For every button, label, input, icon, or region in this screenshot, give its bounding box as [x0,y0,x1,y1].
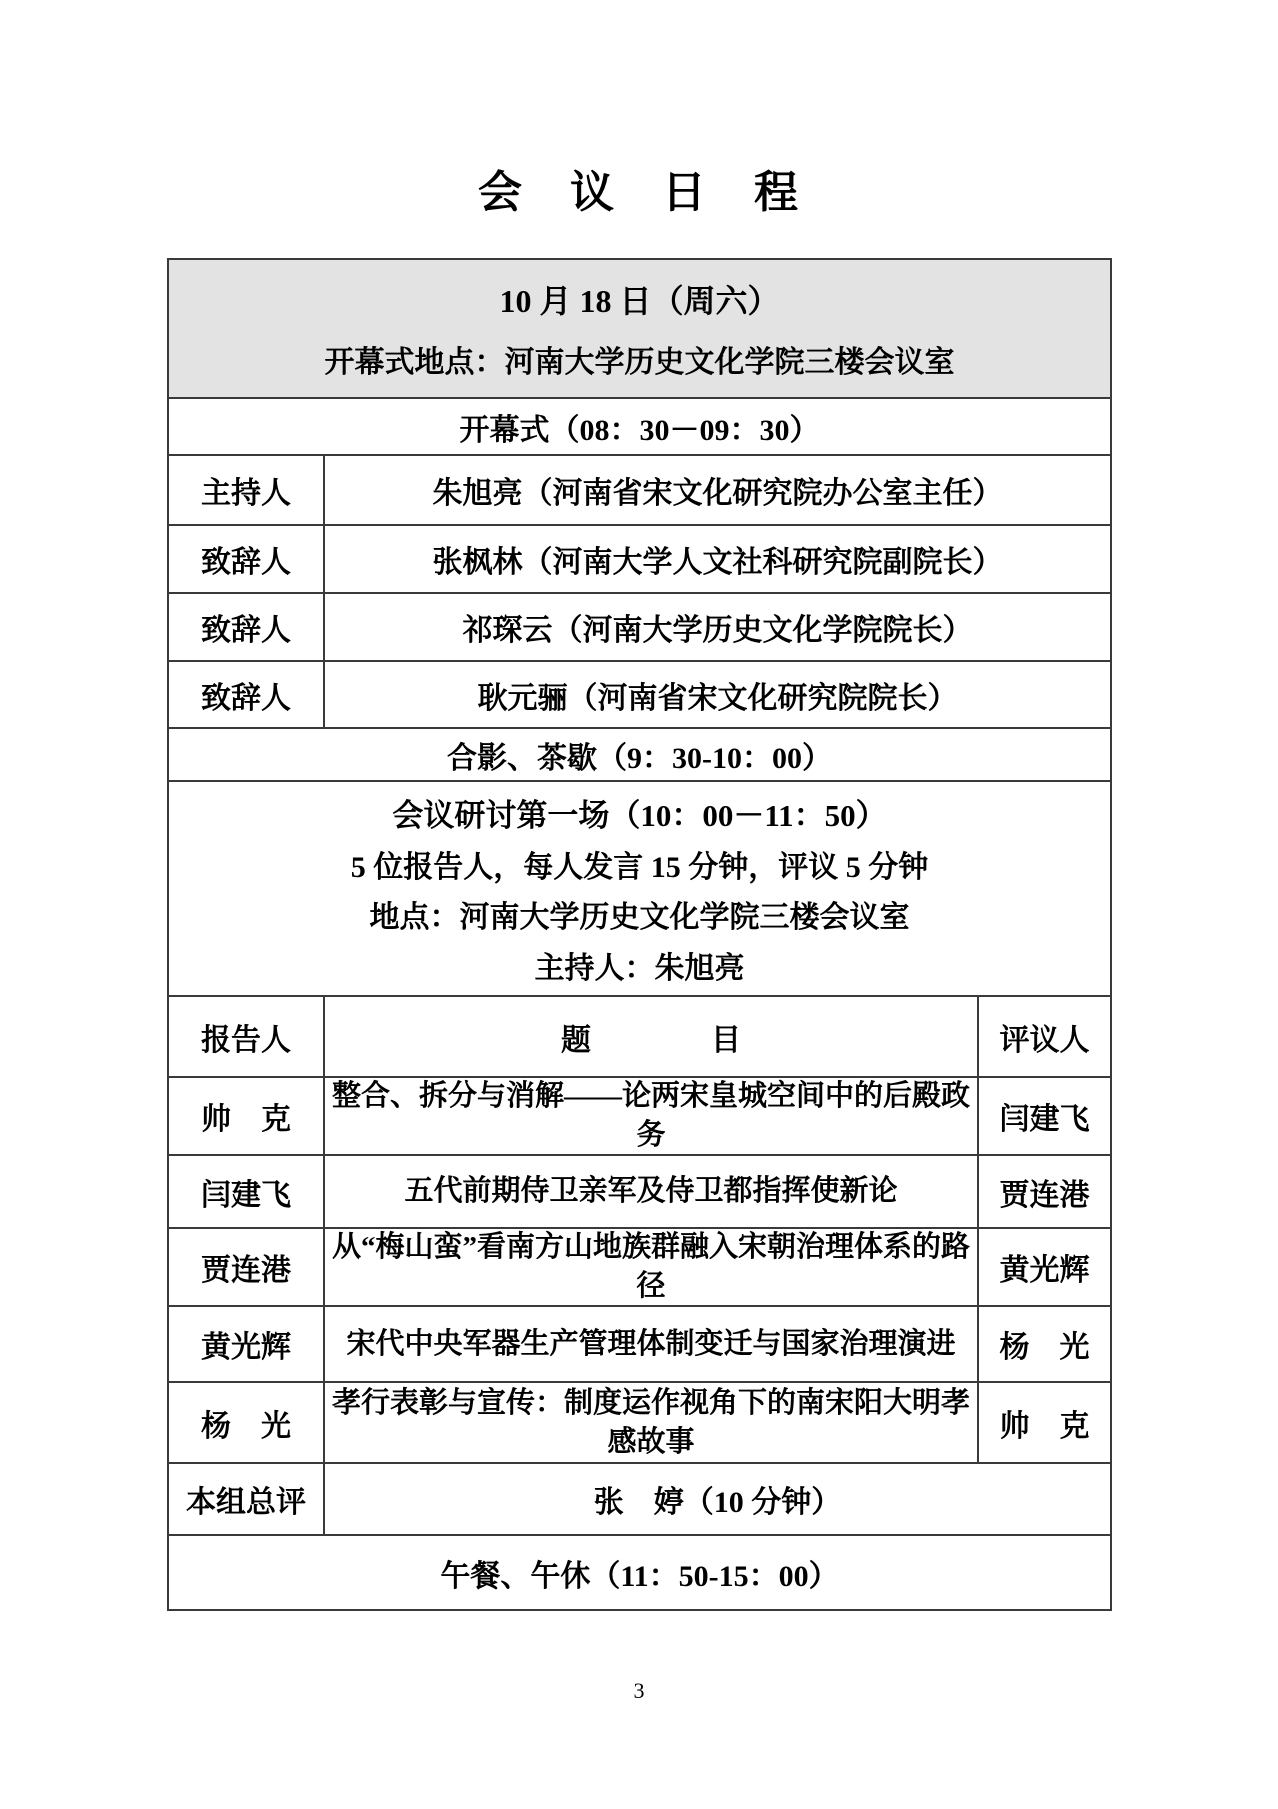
summary-row [169,1462,1110,1534]
speaker-cell: 帅 克 [201,1103,291,1136]
opening-location-text: 开幕式地点：河南大学历史文化学院三楼会议室 [324,345,955,379]
opening-row [169,524,1110,592]
discussant-cell: 帅 克 [977,1383,1110,1462]
session-location: 地点：河南大学历史文化学院三楼会议室 [369,901,910,935]
photo-break-row [169,727,1110,780]
person-cell: 朱旭亮（河南省宋文化研究院办公室主任） [323,456,1110,524]
session-title: 会议研讨第一场（10：00－11：50） [392,798,887,834]
person-cell: 耿元骊（河南省宋文化研究院院长） [323,662,1110,727]
session-note: 5 位报告人，每人发言 15 分钟，评议 5 分钟 [350,850,929,884]
date-header-row [169,260,1110,397]
discussant-cell: 杨 光 [977,1307,1110,1381]
page-title: 会 议 日 程 [478,168,800,217]
speaker-row [169,1076,1110,1154]
speaker-row [169,1227,1110,1305]
opening-row [169,660,1110,727]
schedule-table [167,258,1112,1611]
summary-value: 张 婷（10 分钟） [323,1464,1110,1534]
lunch-break-row [169,1534,1110,1609]
paper-title-cell: 整合、拆分与消解——论两宋皇城空间中的后殿政务 [323,1078,977,1154]
paper-title-cell: 五代前期侍卫亲军及侍卫都指挥使新论 [323,1156,977,1227]
speaker-row [169,1381,1110,1462]
photo-break-text: 合影、茶歇（9：30-10：00） [447,741,832,775]
speaker-header-cell: 报告人 [201,1023,291,1057]
discussant-cell: 闫建飞 [977,1078,1110,1154]
discussant-cell: 黄光辉 [977,1229,1110,1305]
summary-label: 本组总评 [186,1486,306,1519]
role-cell: 致辞人 [201,546,291,579]
role-cell: 主持人 [201,477,291,510]
opening-title: 开幕式（08：30－09：30） [459,413,820,447]
person-cell: 祁琛云（河南大学历史文化学院院长） [323,594,1110,660]
role-cell: 致辞人 [201,681,291,715]
opening-row [169,592,1110,660]
page-number: 3 [633,1678,645,1703]
person-cell: 张枫林（河南大学人文社科研究院副院长） [323,526,1110,592]
title-header-cell: 题 目 [323,997,977,1076]
discussant-cell: 贾连港 [977,1156,1110,1227]
speaker-cell: 贾连港 [201,1254,291,1287]
speaker-row [169,1305,1110,1381]
opening-row [169,454,1110,524]
paper-title-cell: 从“梅山蛮”看南方山地族群融入宋朝治理体系的路径 [323,1229,977,1305]
paper-title-cell: 孝行表彰与宣传：制度运作视角下的南宋阳大明孝感故事 [323,1383,977,1462]
lunch-break-text: 午餐、午休（11：50-15：00） [440,1559,839,1593]
discussant-header-cell: 评议人 [977,997,1110,1076]
session-host: 主持人：朱旭亮 [534,951,745,985]
paper-title-cell: 宋代中央军器生产管理体制变迁与国家治理演进 [323,1307,977,1381]
speaker-cell: 黄光辉 [201,1331,291,1364]
speaker-cell: 闫建飞 [201,1178,291,1212]
role-cell: 致辞人 [201,614,291,647]
date-text: 10 月 18 日（周六） [499,283,780,320]
speaker-cell: 杨 光 [201,1409,291,1443]
session-block [169,780,1110,995]
speaker-row [169,1154,1110,1227]
opening-title-row [169,397,1110,454]
speaker-table-header [169,995,1110,1076]
